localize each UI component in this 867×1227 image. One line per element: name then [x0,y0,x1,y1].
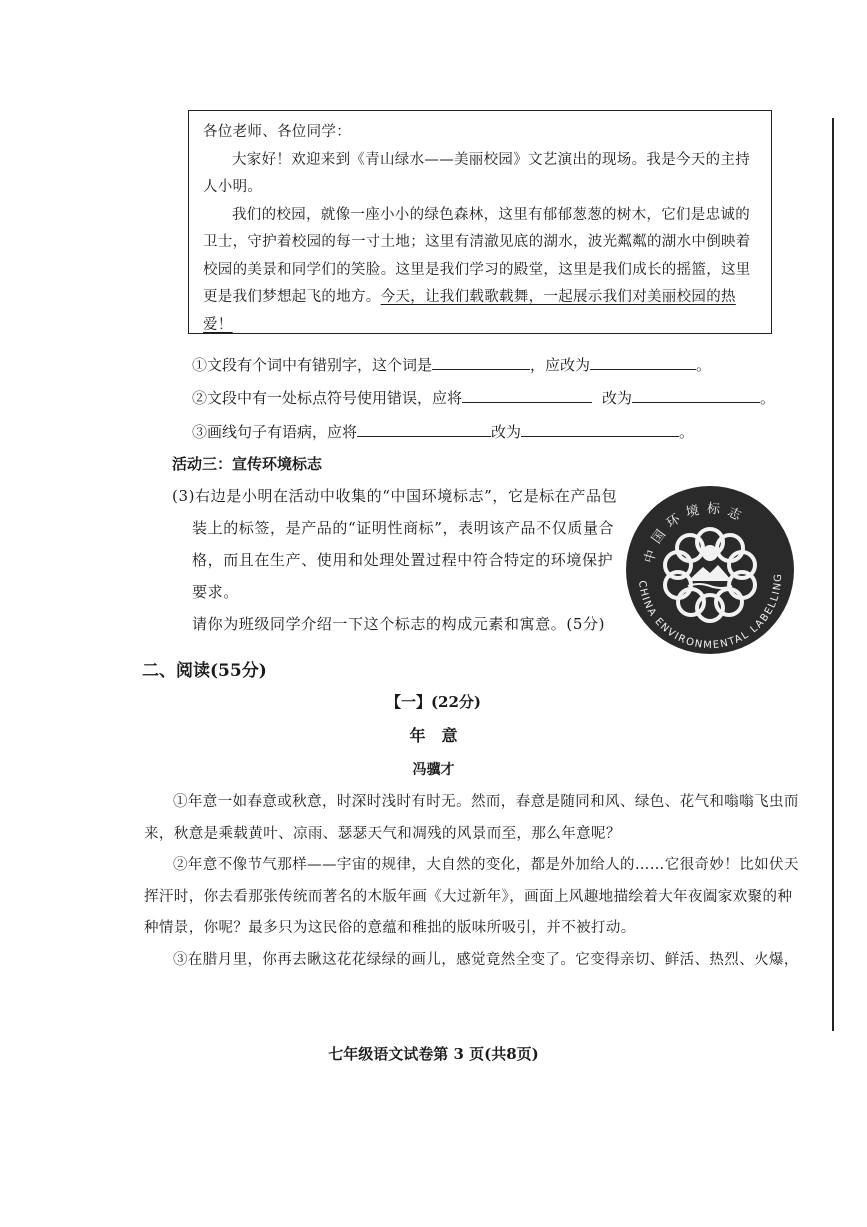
question-3-prompt: ③画线句子有语病，应将 [192,423,358,441]
article-paragraph-3: ③在腊月里，你再去瞅这花花绿绿的画儿，感觉竟然全变了。它变得亲切、鲜活、热烈、火爆， [173,951,799,968]
answer-blank-2a[interactable] [462,386,592,403]
answer-blank-3a[interactable] [357,420,491,437]
question-2 [192,386,775,408]
answer-blank-1a[interactable] [432,353,530,370]
china-environmental-label-logo [625,485,795,655]
question-3-end: 。 [679,423,695,441]
question-3-mid: 改为 [491,423,522,441]
speech-paragraph-2 [203,202,757,340]
speech-paragraph-2-text: 我们的校园，就像一座小小的绿色森林，这里有郁郁葱葱的树木，它们是忠诚的卫士，守护着校园的每一寸土地；这里有清澈见底的湖水，波光粼粼的湖水中倒映着校园的美景和同学们的笑脸。这里是我们学习的殿堂，这里是我们成长的摇篮，这里更是我们梦想起飞的地方。 [203,206,751,305]
activity-3-line-1: (3)右边是小明在活动中收集的“中国环境标志”，它是标在产品包 [172,487,618,505]
answer-blank-1b[interactable] [590,353,696,370]
article-author: 冯骥才 [412,762,455,778]
activity-3-line-5: 请你为班级同学介绍一下这个标志的构成元素和寓意。(5分) [192,615,606,633]
activity-3-title: 活动三：宣传环境标志 [172,455,323,473]
question-2-mid: 改为 [602,389,633,407]
speech-paragraph-1: 大家好！欢迎来到《青山绿水——美丽校园》文艺演出的现场。我是今天的主持人小明。 [203,151,750,195]
activity-3-text [172,480,632,640]
question-1-end: 。 [696,356,712,374]
question-2-end: 。 [760,389,776,407]
question-1 [192,353,711,375]
question-1-mid: ，应改为 [530,356,591,374]
section-2-heading: 二、阅读(55分) [142,661,267,681]
article-paragraph-2: ②年意不像节气那样——宇宙的规律，大自然的变化，都是外加给人的……它很奇妙！比如伏天挥汗时，你去看那张传统而著名的木版年画《大过新年》，画面上风趣地描绘着大年夜阖家欢聚的种种情景，你呢？最多只为这民俗的意蕴和稚拙的版味所吸引，并不被打动。 [144,857,799,936]
logo-sun [702,545,718,561]
question-3 [192,420,694,442]
page-right-border [832,118,834,1031]
article-title: 年 意 [409,726,458,745]
logo-chinese-text: 中国环境标志 [641,501,750,565]
article-paragraph-1: ①年意一如春意或秋意，时深时浅时有时无。然而，春意是随同和风、绿色、花气和嗡嗡飞虫而来，秋意是乘载黄叶、凉雨、瑟瑟天气和凋残的风景而至，那么年意呢？ [144,794,799,842]
article-body [144,787,804,976]
answer-blank-2b[interactable] [632,386,760,403]
question-2-prompt: ②文段中有一处标点符号使用错误，应将 [192,389,463,407]
speech-text-box [188,110,772,334]
activity-3-line-3: 格，而且在生产、使用和处理处置过程中符合特定的环境保护 [192,551,614,569]
activity-3-line-4: 要求。 [192,583,239,601]
underlined-sentence: 今天，让我们载歌载舞，一起展示我们对美丽校园的热爱！ [203,289,736,333]
question-1-prompt: ①文段有个词中有错别字，这个词是 [192,356,433,374]
passage-number: 【一】(22分) [385,693,482,711]
page-footer: 七年级语文试卷第 3 页(共8页) [328,1045,539,1063]
answer-blank-3b[interactable] [521,420,679,437]
activity-3-line-2: 装上的标签，是产品的“证明性商标”，表明该产品不仅质量合 [192,519,615,537]
logo-english-text: CHINA ENVIRONMENTAL LABELLING [636,572,785,652]
speech-greeting: 各位老师、各位同学： [203,124,351,140]
